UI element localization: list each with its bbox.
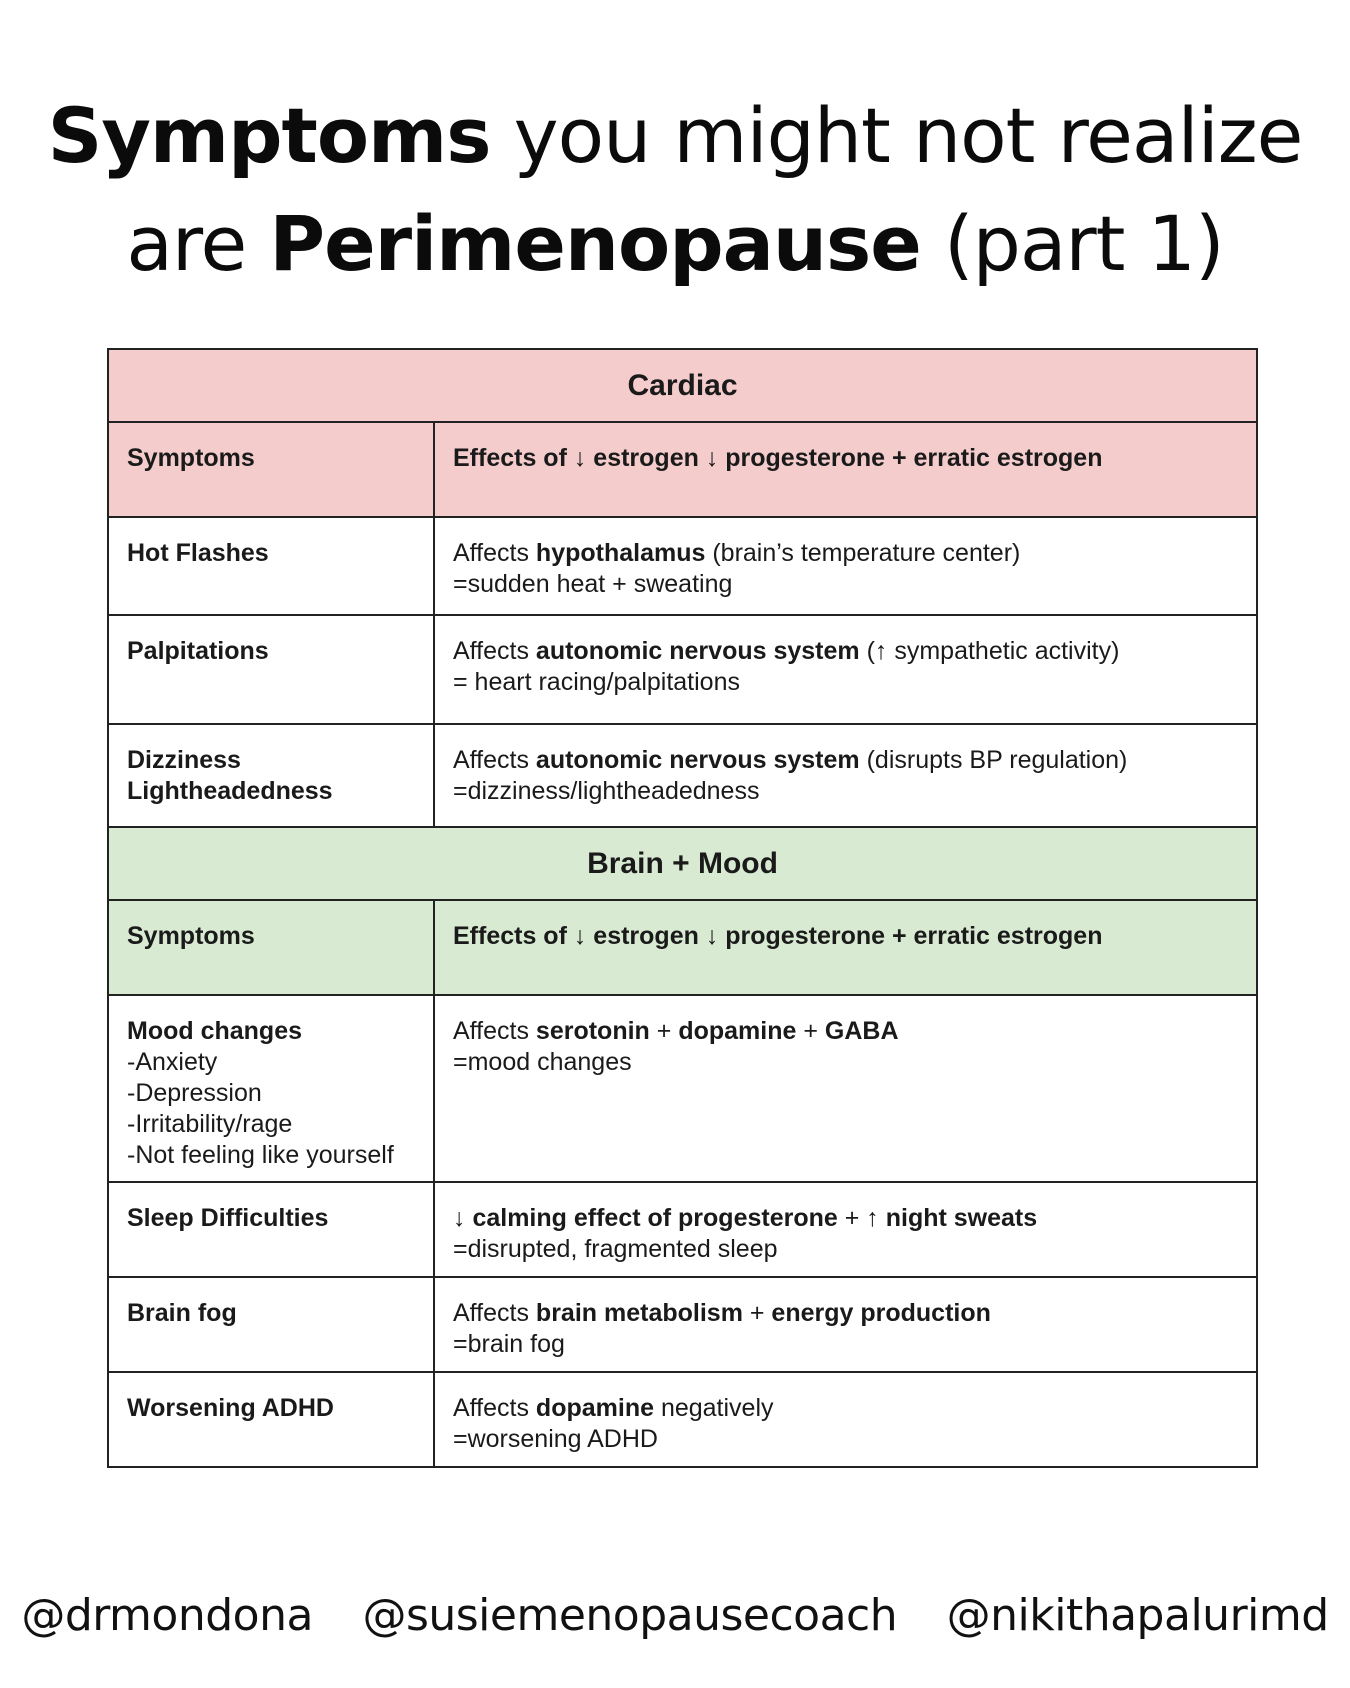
effect-bold: autonomic nervous system [535,746,860,774]
effect-bold: dopamine [678,1017,797,1045]
handle-drmondona: @drmondona [21,1590,313,1641]
effect-text: Affects [453,1299,536,1327]
table-row [108,995,1257,1182]
section-title-cardiac: Cardiac [108,349,1257,422]
symptom-sleep-difficulties: Sleep Difficulties [108,1182,434,1277]
effect-result: =brain fog [453,1330,565,1358]
cardiac-header-effects: Effects of ↓ estrogen ↓ progesterone + erratic estrogen [434,422,1257,517]
title-bold-perimenopause: Perimenopause [269,199,921,288]
handle-susiemenopausecoach: @susiemenopausecoach [362,1590,898,1641]
table-row [108,1182,1257,1277]
effect-text: + [742,1299,772,1327]
effect-text: (disrupts BP regulation) [859,746,1128,774]
effect-dizziness [434,724,1257,827]
effect-bold: ↓ calming effect of progesterone [453,1204,838,1232]
symptom-sub-item: -Depression [127,1079,262,1107]
table-row [108,1372,1257,1467]
effect-result: = heart racing/palpitations [453,668,740,696]
section-cardiac [108,349,1257,422]
effect-bold: serotonin [535,1017,650,1045]
effect-bold: dopamine [535,1394,654,1422]
symptom-brain-fog: Brain fog [108,1277,434,1372]
effect-text: Affects [453,539,536,567]
effect-worsening-adhd [434,1372,1257,1467]
effect-sleep-difficulties [434,1182,1257,1277]
symptom-sub-item: -Not feeling like yourself [127,1141,394,1169]
symptom-line: Dizziness [127,746,241,774]
effect-result: =sudden heat + sweating [453,570,733,598]
effect-result: =dizziness/lightheadedness [453,777,760,805]
symptom-dizziness [108,724,434,827]
effect-mood-changes [434,995,1257,1182]
title-line2-end: (part 1) [920,199,1224,288]
cardiac-header-row [108,422,1257,517]
symptom-hot-flashes: Hot Flashes [108,517,434,615]
section-brain-mood [108,827,1257,900]
brain-mood-header-row [108,900,1257,995]
effect-result: =mood changes [453,1048,632,1076]
symptom-title: Mood changes [127,1017,303,1045]
effect-text: Affects [453,746,536,774]
table-row [108,1277,1257,1372]
effect-bold: brain metabolism [535,1299,743,1327]
effect-result: =worsening ADHD [453,1425,658,1453]
effect-bold: ↑ night sweats [866,1204,1038,1232]
title-line-1 [0,82,1350,190]
symptom-worsening-adhd: Worsening ADHD [108,1372,434,1467]
effect-hot-flashes [434,517,1257,615]
section-title-brain-mood: Brain + Mood [108,827,1257,900]
effect-text: (↑ sympathetic activity) [859,637,1120,665]
effect-text: + [837,1204,867,1232]
cardiac-header-symptoms: Symptoms [108,422,434,517]
symptom-sub-item: -Irritability/rage [127,1110,293,1138]
effect-text: Affects [453,1017,536,1045]
symptom-mood-changes [108,995,434,1182]
title-line2-start: are [126,199,270,288]
title-line1-rest: you might not realize [490,91,1303,180]
effect-text: negatively [654,1394,774,1422]
effect-bold: autonomic nervous system [535,637,860,665]
effect-text: (brain’s temperature center) [705,539,1021,567]
effect-result: =disrupted, fragmented sleep [453,1235,778,1263]
symptoms-table [107,348,1258,1468]
symptom-sub-item: -Anxiety [127,1048,218,1076]
brain-mood-header-symptoms: Symptoms [108,900,434,995]
table-row [108,517,1257,615]
effect-palpitations [434,615,1257,724]
brain-mood-header-effects: Effects of ↓ estrogen ↓ progesterone + erratic estrogen [434,900,1257,995]
effect-bold: GABA [824,1017,899,1045]
title-bold-symptoms: Symptoms [47,91,491,180]
footer-handles [0,1590,1350,1641]
effect-text: + [796,1017,825,1045]
table-row [108,615,1257,724]
effect-bold: hypothalamus [535,539,706,567]
effect-text: Affects [453,1394,536,1422]
effect-brain-fog [434,1277,1257,1372]
effect-text: Affects [453,637,536,665]
symptom-palpitations: Palpitations [108,615,434,724]
table-row [108,724,1257,827]
title-line-2 [0,190,1350,298]
handle-nikithapalurimd: @nikithapalurimd [946,1590,1329,1641]
effect-text: + [649,1017,679,1045]
page-title [0,82,1350,298]
symptom-line: Lightheadedness [127,777,333,805]
effect-bold: energy production [771,1299,991,1327]
